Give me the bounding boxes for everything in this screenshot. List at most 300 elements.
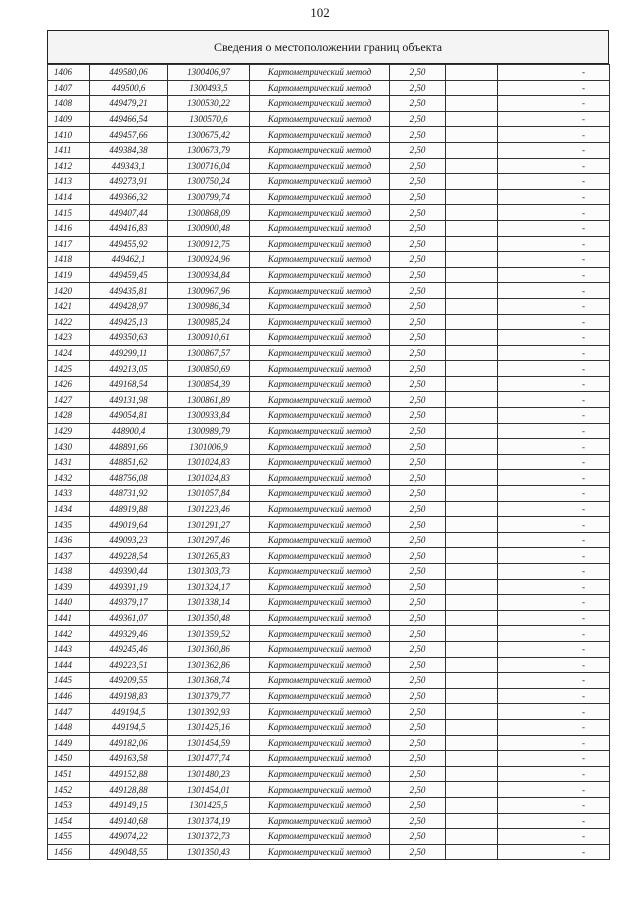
cell-method: Картометрический метод <box>250 829 390 845</box>
cell-note: - <box>498 205 610 221</box>
cell-x-coordinate: 449194,5 <box>90 704 168 720</box>
cell-note: - <box>498 797 610 813</box>
cell-precision: 2,50 <box>390 751 446 767</box>
cell-note: - <box>498 532 610 548</box>
cell-precision: 2,50 <box>390 595 446 611</box>
cell-y-coordinate: 1301372,73 <box>168 829 250 845</box>
cell-precision: 2,50 <box>390 813 446 829</box>
cell-precision: 2,50 <box>390 174 446 190</box>
cell-precision: 2,50 <box>390 314 446 330</box>
cell-description <box>446 111 498 127</box>
cell-description <box>446 688 498 704</box>
cell-precision: 2,50 <box>390 657 446 673</box>
table-row <box>48 626 610 642</box>
cell-description <box>446 657 498 673</box>
cell-point-number: 1440 <box>48 595 90 611</box>
cell-x-coordinate: 449384,38 <box>90 142 168 158</box>
cell-x-coordinate: 448756,08 <box>90 470 168 486</box>
cell-x-coordinate: 449213,05 <box>90 361 168 377</box>
table-row <box>48 158 610 174</box>
table-row <box>48 470 610 486</box>
cell-y-coordinate: 1301360,86 <box>168 641 250 657</box>
cell-point-number: 1451 <box>48 766 90 782</box>
cell-description <box>446 189 498 205</box>
cell-note: - <box>498 719 610 735</box>
table-row <box>48 96 610 112</box>
cell-point-number: 1441 <box>48 610 90 626</box>
cell-description <box>446 345 498 361</box>
table-row <box>48 439 610 455</box>
cell-point-number: 1421 <box>48 298 90 314</box>
table-row <box>48 673 610 689</box>
cell-y-coordinate: 1301057,84 <box>168 486 250 502</box>
cell-description <box>446 579 498 595</box>
cell-point-number: 1436 <box>48 532 90 548</box>
cell-method: Картометрический метод <box>250 688 390 704</box>
table-row <box>48 298 610 314</box>
cell-y-coordinate: 1300673,79 <box>168 142 250 158</box>
cell-point-number: 1411 <box>48 142 90 158</box>
cell-method: Картометрический метод <box>250 65 390 81</box>
cell-note: - <box>498 189 610 205</box>
cell-y-coordinate: 1301265,83 <box>168 548 250 564</box>
cell-x-coordinate: 449152,88 <box>90 766 168 782</box>
table-row <box>48 532 610 548</box>
cell-x-coordinate: 449350,63 <box>90 330 168 346</box>
cell-description <box>446 486 498 502</box>
cell-x-coordinate: 449149,15 <box>90 797 168 813</box>
table-row <box>48 564 610 580</box>
cell-point-number: 1449 <box>48 735 90 751</box>
cell-x-coordinate: 449500,6 <box>90 80 168 96</box>
cell-x-coordinate: 449391,19 <box>90 579 168 595</box>
cell-method: Картометрический метод <box>250 252 390 268</box>
cell-precision: 2,50 <box>390 127 446 143</box>
cell-precision: 2,50 <box>390 719 446 735</box>
table-row <box>48 65 610 81</box>
cell-precision: 2,50 <box>390 220 446 236</box>
cell-x-coordinate: 449329,46 <box>90 626 168 642</box>
cell-method: Картометрический метод <box>250 408 390 424</box>
cell-method: Картометрический метод <box>250 579 390 595</box>
cell-x-coordinate: 449198,83 <box>90 688 168 704</box>
cell-description <box>446 641 498 657</box>
cell-x-coordinate: 449223,51 <box>90 657 168 673</box>
cell-y-coordinate: 1300986,34 <box>168 298 250 314</box>
cell-note: - <box>498 470 610 486</box>
table-row <box>48 205 610 221</box>
cell-y-coordinate: 1300868,09 <box>168 205 250 221</box>
table-row <box>48 454 610 470</box>
cell-method: Картометрический метод <box>250 641 390 657</box>
cell-point-number: 1426 <box>48 376 90 392</box>
cell-point-number: 1450 <box>48 751 90 767</box>
cell-point-number: 1422 <box>48 314 90 330</box>
cell-y-coordinate: 1301392,93 <box>168 704 250 720</box>
cell-y-coordinate: 1301425,16 <box>168 719 250 735</box>
cell-point-number: 1452 <box>48 782 90 798</box>
cell-point-number: 1434 <box>48 501 90 517</box>
cell-note: - <box>498 142 610 158</box>
cell-point-number: 1425 <box>48 361 90 377</box>
cell-y-coordinate: 1301454,01 <box>168 782 250 798</box>
table-row <box>48 220 610 236</box>
cell-point-number: 1423 <box>48 330 90 346</box>
table-title: Сведения о местоположении границ объекта <box>47 30 609 64</box>
cell-description <box>446 564 498 580</box>
cell-y-coordinate: 1300530,22 <box>168 96 250 112</box>
cell-note: - <box>498 704 610 720</box>
cell-point-number: 1454 <box>48 813 90 829</box>
cell-note: - <box>498 314 610 330</box>
cell-method: Картометрический метод <box>250 532 390 548</box>
cell-point-number: 1415 <box>48 205 90 221</box>
cell-y-coordinate: 1301223,46 <box>168 501 250 517</box>
cell-x-coordinate: 449273,91 <box>90 174 168 190</box>
cell-description <box>446 439 498 455</box>
cell-x-coordinate: 449459,45 <box>90 267 168 283</box>
cell-x-coordinate: 449128,88 <box>90 782 168 798</box>
cell-note: - <box>498 283 610 299</box>
cell-description <box>446 376 498 392</box>
cell-y-coordinate: 1300406,97 <box>168 65 250 81</box>
cell-x-coordinate: 449168,54 <box>90 376 168 392</box>
cell-note: - <box>498 751 610 767</box>
cell-point-number: 1435 <box>48 517 90 533</box>
cell-x-coordinate: 449019,64 <box>90 517 168 533</box>
cell-x-coordinate: 448731,92 <box>90 486 168 502</box>
cell-method: Картометрический метод <box>250 220 390 236</box>
cell-description <box>446 423 498 439</box>
cell-y-coordinate: 1300867,57 <box>168 345 250 361</box>
cell-note: - <box>498 408 610 424</box>
cell-description <box>446 454 498 470</box>
cell-description <box>446 283 498 299</box>
cell-method: Картометрический метод <box>250 267 390 283</box>
page-number: 102 <box>310 5 330 20</box>
cell-description <box>446 595 498 611</box>
table-row <box>48 657 610 673</box>
cell-precision: 2,50 <box>390 454 446 470</box>
cell-x-coordinate: 449390,44 <box>90 564 168 580</box>
cell-precision: 2,50 <box>390 486 446 502</box>
table-row <box>48 735 610 751</box>
cell-description <box>446 782 498 798</box>
cell-note: - <box>498 96 610 112</box>
cell-x-coordinate: 448891,66 <box>90 439 168 455</box>
table-row <box>48 579 610 595</box>
cell-precision: 2,50 <box>390 532 446 548</box>
table-row <box>48 423 610 439</box>
cell-precision: 2,50 <box>390 283 446 299</box>
cell-method: Картометрический метод <box>250 704 390 720</box>
cell-method: Картометрический метод <box>250 844 390 860</box>
cell-x-coordinate: 449462,1 <box>90 252 168 268</box>
cell-method: Картометрический метод <box>250 486 390 502</box>
cell-method: Картометрический метод <box>250 423 390 439</box>
cell-y-coordinate: 1300910,61 <box>168 330 250 346</box>
table-row <box>48 189 610 205</box>
cell-y-coordinate: 1300799,74 <box>168 189 250 205</box>
cell-description <box>446 142 498 158</box>
cell-precision: 2,50 <box>390 189 446 205</box>
cell-method: Картометрический метод <box>250 283 390 299</box>
cell-note: - <box>498 688 610 704</box>
cell-y-coordinate: 1301374,19 <box>168 813 250 829</box>
cell-description <box>446 704 498 720</box>
cell-point-number: 1432 <box>48 470 90 486</box>
cell-y-coordinate: 1301480,23 <box>168 766 250 782</box>
cell-method: Картометрический метод <box>250 236 390 252</box>
cell-point-number: 1420 <box>48 283 90 299</box>
cell-point-number: 1428 <box>48 408 90 424</box>
cell-note: - <box>498 844 610 860</box>
cell-y-coordinate: 1301368,74 <box>168 673 250 689</box>
cell-precision: 2,50 <box>390 330 446 346</box>
cell-point-number: 1453 <box>48 797 90 813</box>
cell-method: Картометрический метод <box>250 80 390 96</box>
cell-description <box>446 220 498 236</box>
cell-x-coordinate: 449245,46 <box>90 641 168 657</box>
cell-point-number: 1410 <box>48 127 90 143</box>
cell-note: - <box>498 657 610 673</box>
cell-y-coordinate: 1301024,83 <box>168 470 250 486</box>
table-row <box>48 314 610 330</box>
cell-precision: 2,50 <box>390 766 446 782</box>
table-row <box>48 267 610 283</box>
cell-x-coordinate: 449425,13 <box>90 314 168 330</box>
table-row <box>48 392 610 408</box>
cell-point-number: 1406 <box>48 65 90 81</box>
cell-point-number: 1446 <box>48 688 90 704</box>
cell-y-coordinate: 1301324,17 <box>168 579 250 595</box>
coordinates-table <box>47 64 610 860</box>
cell-note: - <box>498 158 610 174</box>
cell-note: - <box>498 267 610 283</box>
cell-x-coordinate: 449194,5 <box>90 719 168 735</box>
cell-description <box>446 174 498 190</box>
cell-method: Картометрический метод <box>250 657 390 673</box>
cell-method: Картометрический метод <box>250 345 390 361</box>
table-row <box>48 595 610 611</box>
table-row <box>48 548 610 564</box>
cell-y-coordinate: 1300861,89 <box>168 392 250 408</box>
table-row <box>48 844 610 860</box>
cell-precision: 2,50 <box>390 501 446 517</box>
cell-x-coordinate: 449435,81 <box>90 283 168 299</box>
cell-description <box>446 813 498 829</box>
cell-note: - <box>498 174 610 190</box>
cell-method: Картометрический метод <box>250 158 390 174</box>
cell-description <box>446 829 498 845</box>
cell-x-coordinate: 449457,66 <box>90 127 168 143</box>
cell-x-coordinate: 449428,97 <box>90 298 168 314</box>
cell-description <box>446 252 498 268</box>
cell-x-coordinate: 449299,11 <box>90 345 168 361</box>
cell-method: Картометрический метод <box>250 719 390 735</box>
cell-point-number: 1416 <box>48 220 90 236</box>
cell-method: Картометрический метод <box>250 501 390 517</box>
cell-method: Картометрический метод <box>250 517 390 533</box>
cell-note: - <box>498 345 610 361</box>
table-row <box>48 766 610 782</box>
table-row <box>48 486 610 502</box>
cell-description <box>446 797 498 813</box>
table-row <box>48 283 610 299</box>
table-row <box>48 829 610 845</box>
cell-description <box>446 361 498 377</box>
cell-description <box>446 501 498 517</box>
cell-note: - <box>498 829 610 845</box>
cell-description <box>446 751 498 767</box>
cell-point-number: 1444 <box>48 657 90 673</box>
cell-precision: 2,50 <box>390 267 446 283</box>
cell-note: - <box>498 735 610 751</box>
cell-description <box>446 470 498 486</box>
cell-point-number: 1431 <box>48 454 90 470</box>
cell-description <box>446 626 498 642</box>
cell-y-coordinate: 1301350,48 <box>168 610 250 626</box>
cell-precision: 2,50 <box>390 392 446 408</box>
cell-y-coordinate: 1300750,24 <box>168 174 250 190</box>
cell-description <box>446 158 498 174</box>
cell-x-coordinate: 449343,1 <box>90 158 168 174</box>
cell-precision: 2,50 <box>390 564 446 580</box>
table-row <box>48 641 610 657</box>
cell-description <box>446 673 498 689</box>
cell-precision: 2,50 <box>390 782 446 798</box>
cell-point-number: 1438 <box>48 564 90 580</box>
table-row <box>48 797 610 813</box>
table-row <box>48 813 610 829</box>
cell-y-coordinate: 1301338,14 <box>168 595 250 611</box>
cell-method: Картометрический метод <box>250 595 390 611</box>
cell-note: - <box>498 392 610 408</box>
cell-point-number: 1445 <box>48 673 90 689</box>
cell-y-coordinate: 1300854,39 <box>168 376 250 392</box>
cell-point-number: 1427 <box>48 392 90 408</box>
cell-point-number: 1442 <box>48 626 90 642</box>
cell-note: - <box>498 564 610 580</box>
table-row <box>48 610 610 626</box>
cell-precision: 2,50 <box>390 96 446 112</box>
cell-note: - <box>498 423 610 439</box>
cell-precision: 2,50 <box>390 111 446 127</box>
cell-y-coordinate: 1300900,48 <box>168 220 250 236</box>
cell-point-number: 1448 <box>48 719 90 735</box>
cell-x-coordinate: 449182,06 <box>90 735 168 751</box>
cell-point-number: 1437 <box>48 548 90 564</box>
cell-description <box>446 127 498 143</box>
cell-precision: 2,50 <box>390 470 446 486</box>
cell-x-coordinate: 449093,23 <box>90 532 168 548</box>
table-row <box>48 80 610 96</box>
cell-y-coordinate: 1301291,27 <box>168 517 250 533</box>
table-row <box>48 361 610 377</box>
table-row <box>48 142 610 158</box>
cell-method: Картометрический метод <box>250 548 390 564</box>
cell-y-coordinate: 1301350,43 <box>168 844 250 860</box>
cell-x-coordinate: 449140,68 <box>90 813 168 829</box>
cell-method: Картометрический метод <box>250 174 390 190</box>
cell-y-coordinate: 1301303,73 <box>168 564 250 580</box>
cell-note: - <box>498 486 610 502</box>
cell-x-coordinate: 449074,22 <box>90 829 168 845</box>
cell-method: Картометрический метод <box>250 673 390 689</box>
cell-precision: 2,50 <box>390 345 446 361</box>
cell-point-number: 1407 <box>48 80 90 96</box>
cell-point-number: 1429 <box>48 423 90 439</box>
cell-y-coordinate: 1301359,52 <box>168 626 250 642</box>
cell-note: - <box>498 111 610 127</box>
cell-method: Картометрический метод <box>250 314 390 330</box>
cell-precision: 2,50 <box>390 252 446 268</box>
cell-method: Картометрический метод <box>250 111 390 127</box>
cell-precision: 2,50 <box>390 236 446 252</box>
cell-description <box>446 392 498 408</box>
cell-description <box>446 408 498 424</box>
cell-description <box>446 719 498 735</box>
cell-description <box>446 267 498 283</box>
cell-point-number: 1439 <box>48 579 90 595</box>
table-row <box>48 408 610 424</box>
cell-method: Картометрический метод <box>250 735 390 751</box>
cell-note: - <box>498 626 610 642</box>
cell-method: Картометрический метод <box>250 610 390 626</box>
cell-precision: 2,50 <box>390 80 446 96</box>
cell-method: Картометрический метод <box>250 797 390 813</box>
table-row <box>48 376 610 392</box>
cell-point-number: 1418 <box>48 252 90 268</box>
cell-precision: 2,50 <box>390 205 446 221</box>
cell-note: - <box>498 236 610 252</box>
cell-x-coordinate: 449209,55 <box>90 673 168 689</box>
cell-x-coordinate: 449455,92 <box>90 236 168 252</box>
cell-point-number: 1447 <box>48 704 90 720</box>
cell-precision: 2,50 <box>390 626 446 642</box>
cell-y-coordinate: 1300985,24 <box>168 314 250 330</box>
cell-description <box>446 610 498 626</box>
cell-note: - <box>498 673 610 689</box>
cell-y-coordinate: 1301454,59 <box>168 735 250 751</box>
cell-description <box>446 96 498 112</box>
cell-note: - <box>498 298 610 314</box>
cell-x-coordinate: 448851,62 <box>90 454 168 470</box>
cell-point-number: 1419 <box>48 267 90 283</box>
table-row <box>48 111 610 127</box>
cell-y-coordinate: 1301477,74 <box>168 751 250 767</box>
cell-method: Картометрический метод <box>250 766 390 782</box>
table-row <box>48 330 610 346</box>
cell-method: Картометрический метод <box>250 392 390 408</box>
cell-point-number: 1414 <box>48 189 90 205</box>
cell-method: Картометрический метод <box>250 298 390 314</box>
cell-description <box>446 330 498 346</box>
cell-method: Картометрический метод <box>250 454 390 470</box>
cell-y-coordinate: 1301006,9 <box>168 439 250 455</box>
cell-note: - <box>498 595 610 611</box>
cell-description <box>446 314 498 330</box>
cell-precision: 2,50 <box>390 579 446 595</box>
cell-note: - <box>498 376 610 392</box>
cell-y-coordinate: 1300989,79 <box>168 423 250 439</box>
cell-point-number: 1424 <box>48 345 90 361</box>
cell-x-coordinate: 449580,06 <box>90 65 168 81</box>
cell-description <box>446 236 498 252</box>
cell-y-coordinate: 1300912,75 <box>168 236 250 252</box>
cell-description <box>446 517 498 533</box>
cell-y-coordinate: 1300570,6 <box>168 111 250 127</box>
